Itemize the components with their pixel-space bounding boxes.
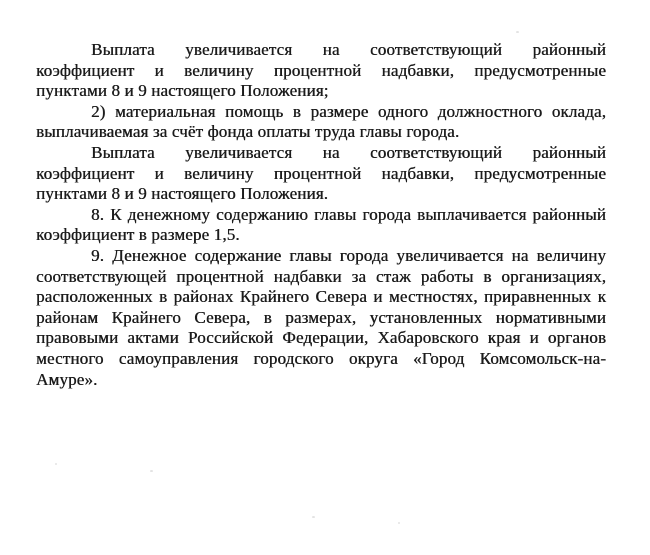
text-line: расположенных в районах Крайнего Севера и местностях, приравненных к bbox=[36, 287, 606, 307]
text-line: выплачиваемая за счёт фонда оплаты труда главы города. bbox=[36, 122, 460, 142]
text-line: правовыми актами Российской Федерации, Хабаровского края и органов bbox=[36, 328, 606, 348]
text-line: 8. К денежному содержанию главы города выплачивается районный bbox=[91, 204, 606, 224]
text-line: пунктами 8 и 9 настоящего Положения. bbox=[36, 184, 329, 204]
text-line: местного самоуправления городского округа «Город Комсомольск-на- bbox=[36, 348, 606, 368]
scan-speckle bbox=[516, 31, 519, 33]
text-line: коэффициент и величину процентной надбавки, предусмотренные bbox=[36, 60, 606, 80]
text-line: Амуре». bbox=[36, 369, 98, 389]
scan-speckle bbox=[150, 470, 153, 472]
text-line: 9. Денежное содержание главы города увеличивается на величину bbox=[91, 245, 606, 265]
document-text-block bbox=[36, 40, 606, 390]
text-line: коэффициент и величину процентной надбавки, предусмотренные bbox=[36, 163, 606, 183]
text-line: коэффициент в размере 1,5. bbox=[36, 225, 240, 245]
scan-speckle bbox=[312, 516, 315, 518]
text-line: районам Крайнего Севера, в размерах, установленных нормативными bbox=[36, 307, 606, 327]
text-line: Выплата увеличивается на соответствующий районный bbox=[91, 40, 606, 59]
text-line: пунктами 8 и 9 настоящего Положения; bbox=[36, 81, 329, 101]
scan-speckle bbox=[398, 522, 400, 524]
text-line: 2) материальная помощь в размере одного должностного оклада, bbox=[91, 101, 606, 121]
scan-speckle bbox=[55, 463, 57, 465]
text-line: соответствующей процентной надбавки за стаж работы в организациях, bbox=[36, 266, 606, 286]
text-line: Выплата увеличивается на соответствующий районный bbox=[91, 142, 606, 162]
